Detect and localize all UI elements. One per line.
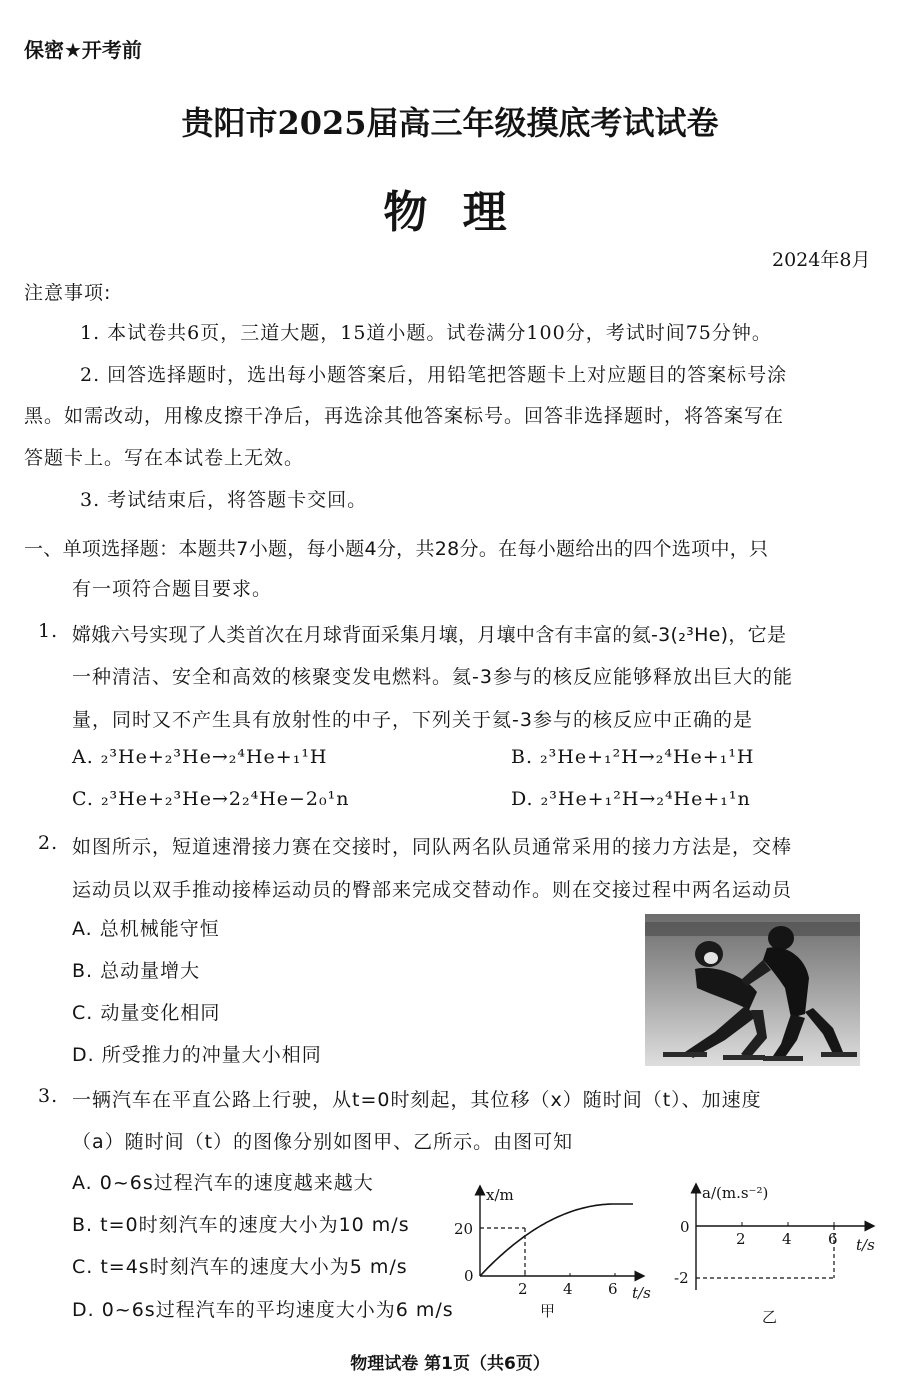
- note-line-5: 3. 考试结束后，将答题卡交回。: [80, 489, 368, 511]
- q1-stem-line-2: 一种清洁、安全和高效的核聚变发电燃料。氦-3参与的核反应能够释放出巨大的能: [72, 666, 793, 688]
- x-axis-label: t/s: [632, 1284, 651, 1302]
- q1-option-b: B. ₂³He+₁²H→₂⁴He+₁¹H: [511, 746, 755, 768]
- q3-option-d: D. 0~6s过程汽车的平均速度大小为6 m/s: [72, 1299, 454, 1321]
- exam-date: 2024年8月: [772, 249, 871, 271]
- t-tick-2: 2: [736, 1230, 746, 1248]
- section1-heading: 一、单项选择题：本题共7小题，每小题4分，共28分。在每小题给出的四个选项中，只: [24, 538, 769, 560]
- section1-heading-cont: 有一项符合题目要求。: [72, 578, 273, 600]
- graph-caption: 甲: [540, 1302, 556, 1320]
- speed-skating-photo: [645, 914, 860, 1066]
- q3-number: 3.: [38, 1085, 59, 1107]
- graph-jia: [452, 1180, 652, 1330]
- q2-option-c: C. 动量变化相同: [72, 1002, 221, 1024]
- q2-stem-line-1: 如图所示，短道速滑接力赛在交接时，同队两名队员通常采用的接力方法是，交棒: [72, 836, 793, 858]
- t-tick-4: 4: [782, 1230, 792, 1248]
- q1-number: 1.: [38, 620, 59, 642]
- y-tick-20: 20: [454, 1220, 474, 1238]
- q3-stem-line-2: （a）随时间（t）的图像分别如图甲、乙所示。由图可知: [72, 1131, 574, 1153]
- q3-option-a: A. 0~6s过程汽车的速度越来越大: [72, 1172, 374, 1194]
- page-footer: 物理试卷 第1页（共6页）: [350, 1354, 550, 1374]
- y-axis-label: x/m: [486, 1186, 514, 1204]
- x-t-curve: [480, 1204, 633, 1276]
- q2-option-b: B. 总动量增大: [72, 960, 201, 982]
- q1-stem-line-1: 嫦娥六号实现了人类首次在月球背面采集月壤，月壤中含有丰富的氦-3(₂³He)，它是: [72, 624, 787, 646]
- q1-stem-line-3: 量，同时又不产生具有放射性的中子，下列关于氦-3参与的核反应中正确的是: [72, 709, 753, 731]
- note-line-4: 答题卡上。写在本试卷上无效。: [24, 447, 305, 469]
- x-tick-6: 6: [608, 1280, 618, 1298]
- note-line-1: 1. 本试卷共6页，三道大题，15道小题。试卷满分100分，考试时间75分钟。: [80, 322, 772, 344]
- q1-option-a: A. ₂³He+₂³He→₂⁴He+₁¹H: [72, 746, 328, 768]
- graph-caption: 乙: [762, 1308, 778, 1326]
- q2-number: 2.: [38, 832, 59, 854]
- a-tick-0: 0: [680, 1218, 690, 1236]
- q3-option-b: B. t=0时刻汽车的速度大小为10 m/s: [72, 1214, 410, 1236]
- t-axis-label: t/s: [856, 1236, 875, 1254]
- x-tick-2: 2: [518, 1280, 528, 1298]
- t-tick-6: 6: [828, 1230, 838, 1248]
- exam-title: 贵阳市2025届高三年级摸底考试试卷: [181, 104, 719, 142]
- note-line-2: 2. 回答选择题时，选出每小题答案后，用铅笔把答题卡上对应题目的答案标号涂: [80, 364, 788, 386]
- q3-stem-line-1: 一辆汽车在平直公路上行驶，从t=0时刻起，其位移（x）随时间（t）、加速度: [72, 1089, 762, 1111]
- subject-title: 物 理: [383, 187, 517, 238]
- x-tick-4: 4: [563, 1280, 573, 1298]
- q1-option-d: D. ₂³He+₁²H→₂⁴He+₁¹n: [511, 788, 751, 810]
- notes-heading: 注意事项:: [24, 282, 112, 304]
- a-axis-label: a/(m.s⁻²): [702, 1184, 769, 1202]
- q3-option-c: C. t=4s时刻汽车的速度大小为5 m/s: [72, 1256, 408, 1278]
- note-line-3: 黑。如需改动，用橡皮擦干净后，再选涂其他答案标号。回答非选择题时，将答案写在: [24, 405, 785, 427]
- q2-stem-line-2: 运动员以双手推动接棒运动员的臀部来完成交替动作。则在交接过程中两名运动员: [72, 879, 793, 901]
- y-tick-0: 0: [464, 1267, 474, 1285]
- q2-option-d: D. 所受推力的冲量大小相同: [72, 1044, 322, 1066]
- q1-option-c: C. ₂³He+₂³He→2₂⁴He−2₀¹n: [72, 788, 350, 810]
- a-tick-minus2: -2: [674, 1269, 689, 1287]
- q2-option-a: A. 总机械能守恒: [72, 918, 220, 940]
- graph-yi: [674, 1180, 884, 1330]
- secret-label: 保密★开考前: [24, 38, 142, 62]
